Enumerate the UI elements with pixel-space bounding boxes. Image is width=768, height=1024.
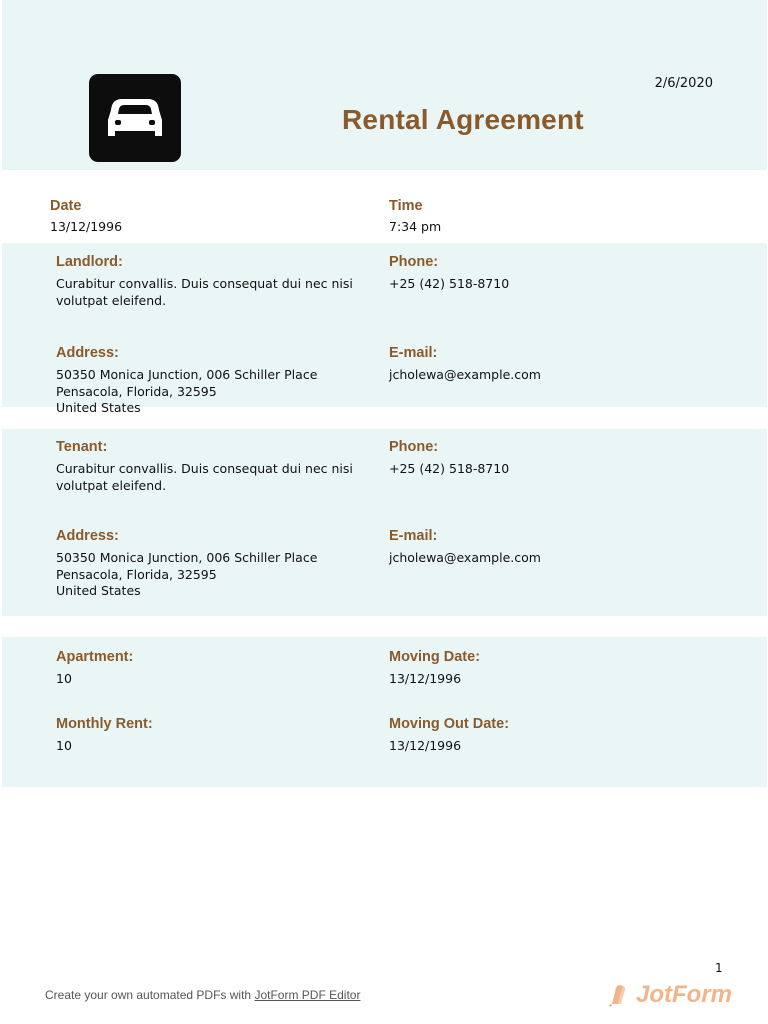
tenant-email: jcholewa@example.com xyxy=(389,550,541,565)
tenant-address-line: Pensacola, Florida, 32595 xyxy=(56,566,217,582)
document-date: 2/6/2020 xyxy=(654,76,713,91)
tenant-email-label: E-mail: xyxy=(389,528,438,544)
jotform-logo[interactable] xyxy=(606,978,732,1012)
car-icon xyxy=(89,74,181,162)
tenant-phone: +25 (42) 518-8710 xyxy=(389,461,510,476)
moving-out-date-value: 13/12/1996 xyxy=(389,738,462,753)
landlord-address-line: 50350 Monica Junction, 006 Schiller Place xyxy=(56,367,318,382)
page-title: Rental Agreement xyxy=(342,104,584,135)
landlord-email: jcholewa@example.com xyxy=(389,367,541,382)
landlord-address-label: Address: xyxy=(56,345,119,361)
tenant-address-label: Address: xyxy=(56,528,119,544)
tenant-address xyxy=(56,550,317,600)
landlord-address xyxy=(56,367,317,417)
moving-date-value: 13/12/1996 xyxy=(389,671,462,686)
landlord-name xyxy=(56,276,353,309)
tenant-name-line: Curabitur convallis. Duis consequat dui nec nisi xyxy=(56,461,353,476)
monthly-rent-label: Monthly Rent: xyxy=(56,716,153,732)
tenant-name xyxy=(56,461,353,494)
tenant-phone-label: Phone: xyxy=(389,439,439,455)
pdf-editor-link[interactable]: JotForm PDF Editor xyxy=(254,988,361,1002)
jotform-pencil-icon xyxy=(606,980,634,1008)
tenant-address-line: United States xyxy=(56,583,141,598)
tenant-address-line: 50350 Monica Junction, 006 Schiller Place xyxy=(56,550,318,565)
landlord-address-line: United States xyxy=(56,400,141,415)
landlord-name-line: Curabitur convallis. Duis consequat dui nec nisi xyxy=(56,276,353,291)
apartment-value: 10 xyxy=(56,671,72,686)
moving-date-label: Moving Date: xyxy=(389,649,481,665)
footer-note xyxy=(45,988,360,1002)
time-label: Time xyxy=(389,198,423,214)
landlord-name-line: volutpat eleifend. xyxy=(56,292,167,308)
brand-name: JotForm xyxy=(636,981,732,1008)
landlord-address-line: Pensacola, Florida, 32595 xyxy=(56,383,217,399)
moving-out-date-label: Moving Out Date: xyxy=(389,716,510,732)
date-value: 13/12/1996 xyxy=(50,219,123,234)
footer-note-text: Create your own automated PDFs with xyxy=(45,988,255,1002)
tenant-label: Tenant: xyxy=(56,439,108,455)
logo xyxy=(89,74,181,162)
time-value: 7:34 pm xyxy=(389,219,442,234)
monthly-rent-value: 10 xyxy=(56,738,72,753)
page-number: 1 xyxy=(715,961,723,975)
landlord-phone-label: Phone: xyxy=(389,254,439,270)
tenant-name-line: volutpat eleifend. xyxy=(56,477,167,493)
date-label: Date xyxy=(50,198,82,214)
apartment-label: Apartment: xyxy=(56,649,134,665)
landlord-email-label: E-mail: xyxy=(389,345,438,361)
landlord-label: Landlord: xyxy=(56,254,123,270)
landlord-phone: +25 (42) 518-8710 xyxy=(389,276,510,291)
